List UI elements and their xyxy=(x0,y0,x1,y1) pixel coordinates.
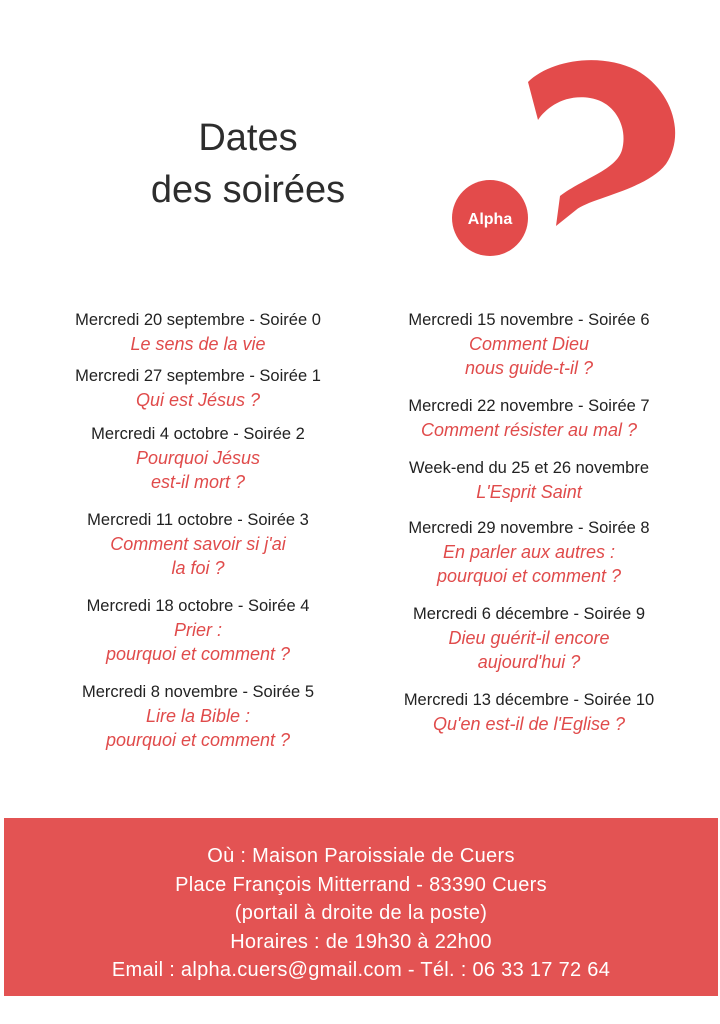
session-date: Mercredi 22 novembre - Soirée 7 xyxy=(408,397,650,415)
hours-text: Horaires : de 19h30 à 22h00 xyxy=(230,930,492,953)
session-date: Mercredi 15 novembre - Soirée 6 xyxy=(408,311,650,329)
session-date: Mercredi 11 octobre - Soirée 3 xyxy=(87,511,309,529)
session-topic: Prier : pourquoi et comment ? xyxy=(105,620,291,664)
session-date: Mercredi 20 septembre - Soirée 0 xyxy=(75,311,321,329)
schedule-right-column xyxy=(364,308,694,736)
alpha-logo xyxy=(440,38,690,268)
access-note: (portail à droite de la poste) xyxy=(234,902,488,924)
session-entry xyxy=(28,308,368,356)
session-entry xyxy=(364,602,694,674)
session-topic: Comment savoir si j'ai la foi ? xyxy=(110,534,286,578)
location-text: Où : Maison Paroissiale de Cuers xyxy=(207,845,515,867)
session-entry xyxy=(364,456,694,504)
session-date: Mercredi 4 octobre - Soirée 2 xyxy=(91,425,305,443)
session-entry xyxy=(364,308,694,380)
session-entry xyxy=(364,516,694,588)
session-entry xyxy=(28,680,368,752)
session-topic: Le sens de la vie xyxy=(130,334,266,354)
session-date: Mercredi 8 novembre - Soirée 5 xyxy=(81,683,314,701)
session-date: Mercredi 13 décembre - Soirée 10 xyxy=(403,691,655,709)
session-topic: Comment Dieu nous guide-t-il ? xyxy=(464,334,594,378)
session-topic: L'Esprit Saint xyxy=(476,482,582,502)
session-topic: Dieu guérit-il encore aujourd'hui ? xyxy=(448,628,610,672)
session-topic: Pourquoi Jésus est-il mort ? xyxy=(135,448,261,492)
session-entry xyxy=(364,688,694,736)
session-topic: En parler aux autres : pourquoi et comment ? xyxy=(436,542,622,586)
session-entry xyxy=(28,508,368,580)
session-topic: Qu'en est-il de l'Eglise ? xyxy=(433,714,625,734)
contact-text: Email : alpha.cuers@gmail.com - Tél. : 06 33 17 72 64 xyxy=(111,959,611,981)
session-date: Mercredi 27 septembre - Soirée 1 xyxy=(75,367,321,385)
session-date: Mercredi 29 novembre - Soirée 8 xyxy=(408,519,650,537)
session-topic: Qui est Jésus ? xyxy=(135,390,261,410)
info-banner xyxy=(4,818,718,996)
session-date: Mercredi 18 octobre - Soirée 4 xyxy=(86,597,310,615)
session-entry xyxy=(364,394,694,442)
session-topic: Comment résister au mal ? xyxy=(420,420,638,440)
title-line-2: des soirées xyxy=(150,169,346,211)
session-entry xyxy=(28,364,368,412)
schedule-left-column xyxy=(28,308,368,752)
session-date: Week-end du 25 et 26 novembre xyxy=(408,459,649,477)
session-entry xyxy=(28,422,368,494)
page-title xyxy=(100,112,396,216)
address-text: Place François Mitterrand - 83390 Cuers xyxy=(175,873,547,896)
session-topic: Lire la Bible : pourquoi et comment ? xyxy=(105,706,291,750)
session-entry xyxy=(28,594,368,666)
title-line-1: Dates xyxy=(198,117,298,159)
alpha-logo-text: Alpha xyxy=(467,211,513,228)
session-date: Mercredi 6 décembre - Soirée 9 xyxy=(412,605,645,623)
